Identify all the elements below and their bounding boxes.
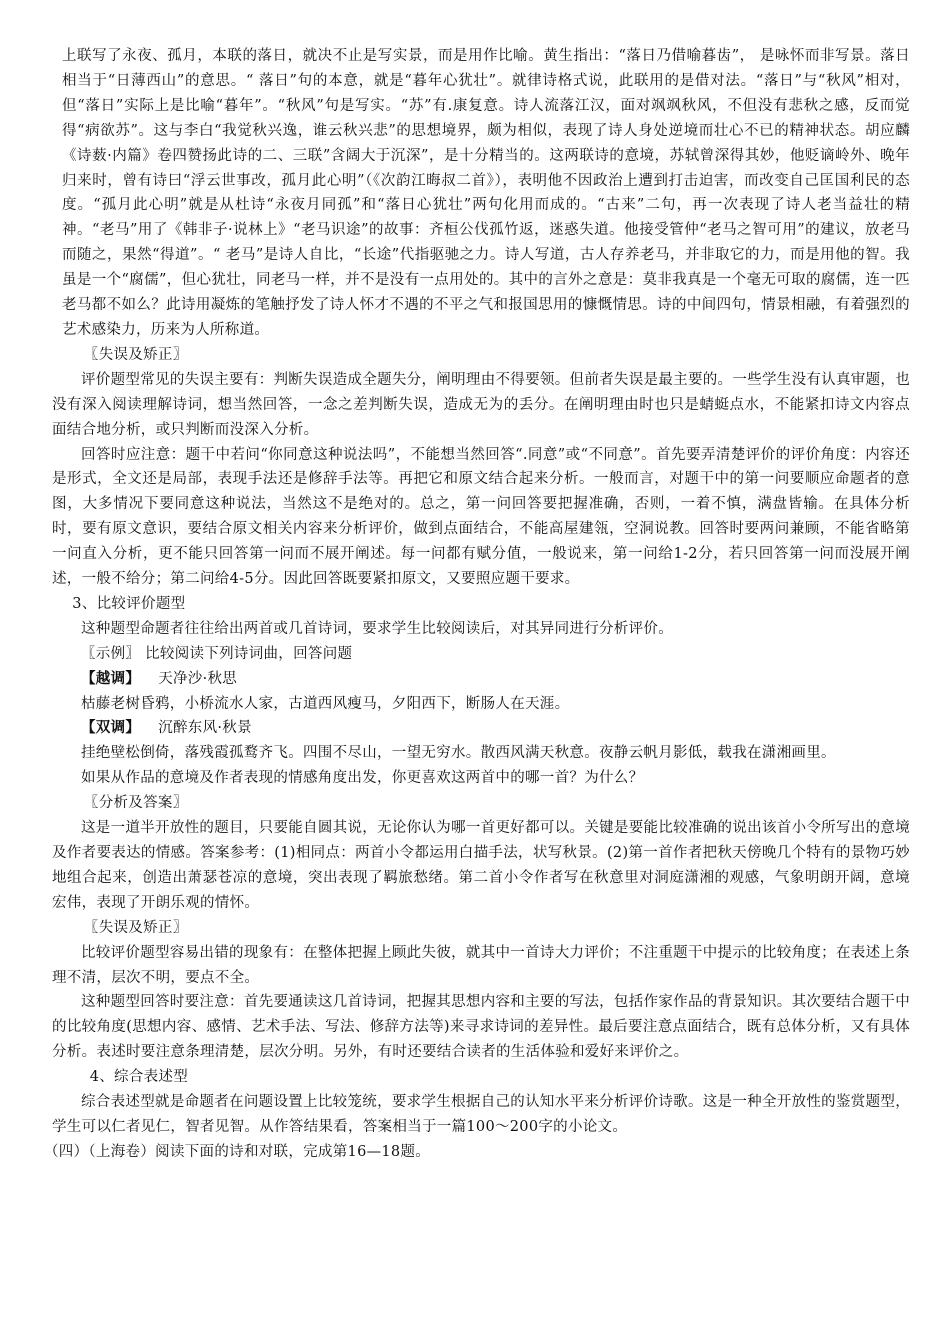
comprehensive-paragraph: 综合表述型就是命题者在问题设置上比较笼统，要求学生根据自己的认知水平来分析评价诗歌。这是一种全开放性的鉴赏题型，学生可以仁者见仁，智者见智。从作答结果看，答案相当于一篇100～200字的小论文。 [52, 1094, 910, 1135]
example-heading: 〖示例〗 比较阅读下列诗词曲，回答问题 [81, 645, 353, 662]
analysis-answer-paragraph: 这是一道半开放性的题目，只要能自圆其说，无论你认为哪一首更好都可以。关键是要能比较准确的说出该首小令所写出的意境及作者要表达的情感。答案参考：(1)相同点：两首小令都运用白描手法，状写秋景。(2)第一首作者把秋天傍晚几个特有的景物巧妙地组合起来，创造出萧瑟苍凉的意境，突出表现了羁旅愁绪。第二首小令作者写在秋意里对洞庭潇湘的观感，气象明朗开阔，意境宏伟，表现了开朗乐观的情怀。 [52, 820, 910, 911]
section-heading-errors-1: 〖失误及矫正〗 [83, 346, 188, 363]
errors-paragraph-2: 比较评价题型容易出错的现象有：在整体把握上顾此失彼，就其中一首诗大力评价；不注重题干中提示的比较角度；在表述上条理不清，层次不明，要点不全。 [52, 944, 910, 986]
poem-1-title: 天净沙·秋思 [158, 670, 238, 687]
section-heading-comprehensive: 4、综合表述型 [89, 1069, 189, 1086]
section-heading-analysis: 〖分析及答案〗 [83, 795, 188, 812]
document-page [44, 44, 910, 1165]
answer-tips-paragraph-2: 这种题型回答时要注意：首先要通读这几首诗词，把握其思想内容和主要的写法，包括作家作品的背景知识。其次要结合题干中的比较角度(思想内容、感情、艺术手法、写法、修辞方法等)来寻求诗词的差异性。最后要注意点面结合，既有总体分析，又有具体分析。表述时要注意条理清楚，层次分明。另外，有时还要结合读者的生活体验和爱好来评价之。 [52, 994, 910, 1061]
errors-paragraph-1: 评价题型常见的失误主要有：判断失误造成全题失分，阐明理由不得要领。但前者失误是最主要的。一些学生没有认真审题，也没有深入阅读理解诗词，想当然回答，一念之差判断失误，造成无为的丢分。在阐明理由时也只是蜻蜓点水，不能紧扣诗文内容点面结合地分析，或只判断而没深入分析。 [52, 371, 910, 438]
answer-tips-paragraph-1: 回答时应注意：题干中若问“你同意这种说法吗”，不能想当然回答“.同意”或“不同意”。首先要弄清楚评价的评价角度：内容还是形式，全文还是局部，表现手法还是修辞手法等。再把它和原文结合起来分析。一般而言，对题干中的第一问要顺应命题者的意图，大多情况下要同意这种说法，当然这不是绝对的。总之，第一问回答要把握准确，否则，一着不慎，满盘皆输。在具体分析时，要有原文意识，要结合原文相关内容来分析评价，做到点面结合，不能高屋建瓴，空洞说教。回答时要两问兼顾，不能省略第一问直入分析，更不能只回答第一问而不展开阐述。每一问都有赋分值，一般说来，第一问给1-2分，若只回答第一问而没展开阐述，一般不给分；第二问给4-5分。因此回答既要紧扣原文，又要照应题干要求。 [52, 446, 910, 588]
analysis-paragraph: 上联写了永夜、孤月，本联的落日，就决不止是写实景，而是用作比喻。黄生指出：“落日乃借喻暮齿”， 是咏怀而非写景。落日相当于“日薄西山”的意思。“ 落日”句的本意，就是“暮年心犹壮”。就律诗格式说，此联用的是借对法。“落日”与“秋风”相对， 但“落日”实际上是比喻“暮年”。“秋风”句是写实。“苏”有.康复意。诗人流落江汉，面对飒飒秋风，不但没有悲秋之感，反而觉得“病欲苏”。这与李白“我觉秋兴逸，谁云秋兴悲”的思想境界，颇为相似，表现了诗人身处逆境而壮心不已的精神状态。胡应麟《诗薮·内篇》卷四赞扬此诗的二、三联”含阔大于沉深”，是十分精当的。这两联诗的意境，苏轼曾深得其妙，他贬谪岭外、晚年归来时，曾有诗曰“浮云世事改，孤月此心明”（《次韵江晦叔二首》），表明他不因政治上遭到打击迫害，而改变自己匡国利民的态度。“孤月此心明”就是从杜诗“永夜月同孤”和“落日心犹壮”两句化用而成的。“古来”二句，再一次表现了诗人老当益壮的精神。“老马”用了《韩非子·说林上》“老马识途”的故事：齐桓公伐孤竹返，迷惑失道。他接受管仲“老马之智可用”的建议，放老马而随之，果然“得道”。“ 老马”是诗人自比，“长途”代指驱驰之力。诗人写道，古人存养老马，并非取它的力，而是用他的智。我虽是一个“腐儒”，但心犹壮，同老马一样，并不是没有一点用处的。其中的言外之意是：莫非我真是一个毫无可取的腐儒，连一匹老马都不如么？此诗用凝炼的笔触抒发了诗人怀才不遇的不平之气和报国思用的慷慨情思。诗的中间四句，情景相融，有着强烈的艺术感染力，历来为人所称道。 [62, 48, 910, 338]
poem-1-heading [52, 667, 910, 692]
poem-1-tag: 【越调】 [81, 669, 141, 687]
poem-2-title: 沉醉东风·秋景 [158, 720, 252, 737]
poem-2-text: 挂绝壁松倒倚，落残霞孤鹜齐飞。四围不尽山，一望无穷水。散西风满天秋意。夜静云帆月影低，载我在潇湘画里。 [81, 745, 836, 762]
comparison-intro: 这种题型命题者往往给出两首或几首诗词，要求学生比较阅读后，对其异同进行分析评价。 [81, 620, 673, 637]
poem-2-heading [52, 716, 910, 741]
poem-2-tag: 【双调】 [81, 719, 141, 737]
section-four-instruction: （四）（上海卷）阅读下面的诗和对联，完成第16—18题。 [44, 1143, 431, 1160]
question-text: 如果从作品的意境及作者表现的情感角度出发，你更喜欢这两首中的哪一首？为什么？ [81, 770, 644, 787]
poem-1-text: 枯藤老树昏鸦，小桥流水人家，古道西风瘦马，夕阳西下，断肠人在天涯。 [81, 695, 570, 712]
section-heading-errors-2: 〖失误及矫正〗 [83, 919, 188, 936]
section-heading-comparison: 3、比较评价题型 [72, 595, 186, 612]
